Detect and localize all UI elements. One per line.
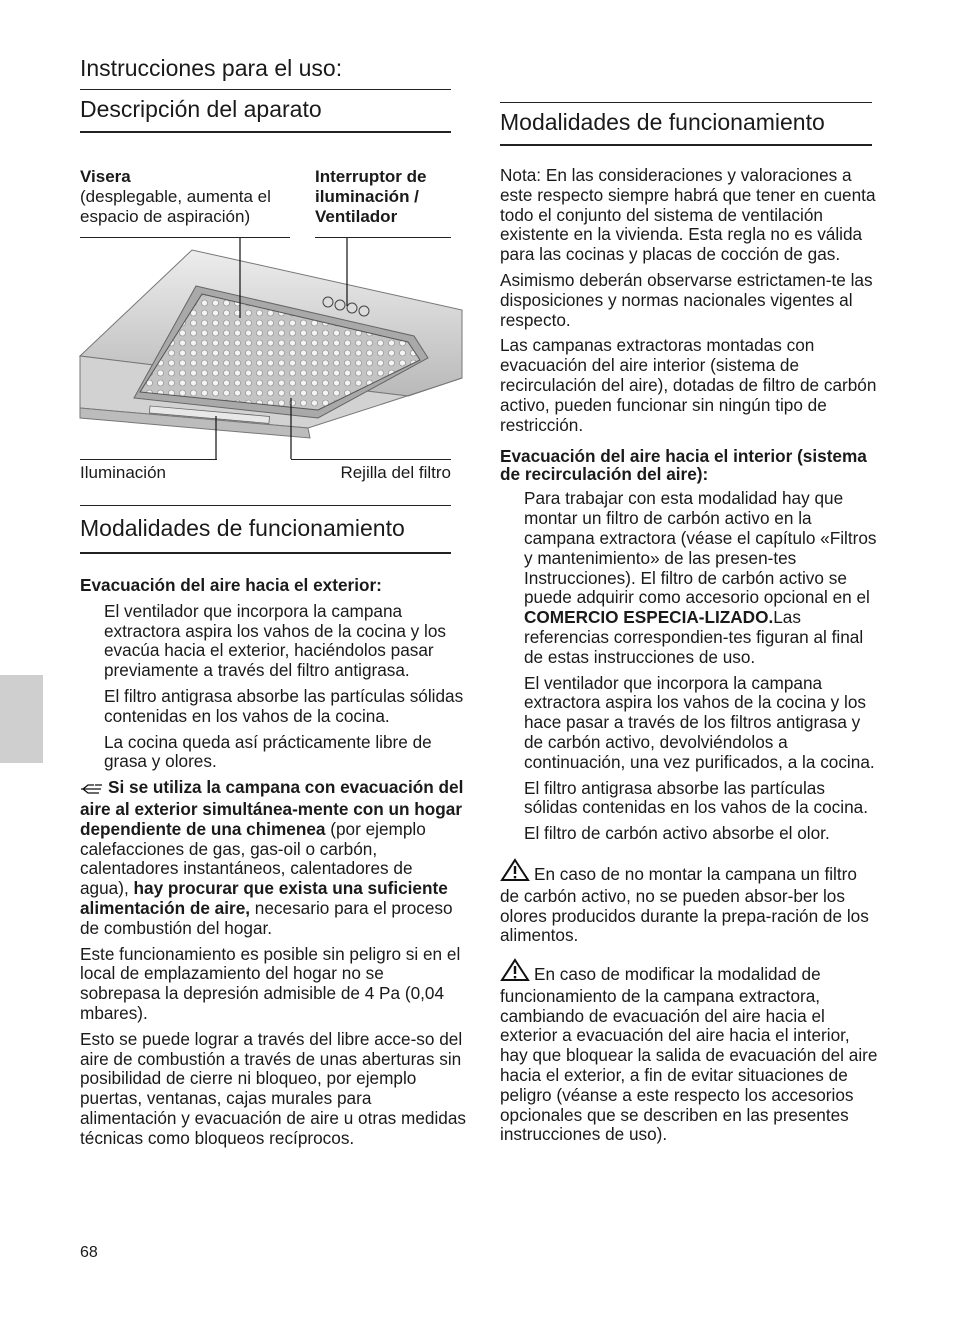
divider bbox=[500, 102, 872, 103]
subheading-interior: Evacuación del aire hacia el interior (sistema de recirculación del aire): bbox=[500, 446, 867, 485]
note-text: (por ejemplo calefacciones de gas, gas-oil o carbón, calentadores instantáneos, calentadores de agua), bbox=[80, 818, 426, 899]
paragraph bbox=[500, 489, 878, 667]
divider bbox=[80, 89, 451, 90]
section-title-description: Descripción del aparato bbox=[80, 96, 322, 122]
warning-text: En caso de modificar la modalidad de funcionamiento de la campana extractora, cambiando de evacuación del aire hacia el exterior a evacuación del aire hacia el interior, hay que bloquear la salida de evacuación del aire hacia el exterior, a fin de evitar situaciones de peligro (véanse a este respecto los accesorios opcionales que se describen en las presentes instrucciones de uso). bbox=[500, 964, 878, 1145]
divider bbox=[500, 144, 872, 146]
warning-text: En caso de no montar la campana un filtro de carbón activo, no se pueden absor-ber los olores producidos durante la prepa-ración de los alimentos. bbox=[500, 863, 869, 946]
warning-paragraph bbox=[500, 958, 878, 1145]
right-body bbox=[500, 166, 878, 1151]
text: Para trabajar con esta modalidad hay que montar un filtro de carbón activo en la campana extractora (véase el capítulo «Filtros y mantenimiento» de las presen-tes Instrucciones). El filtro de carbón activo se puede adquirir como accesorio opcional en el bbox=[524, 488, 877, 608]
divider bbox=[80, 131, 451, 133]
left-body bbox=[80, 576, 466, 1155]
label-lighting: Iluminación bbox=[80, 463, 166, 482]
paragraph: Nota: En las consideraciones y valoraciones a este respecto siempre habrá que tener en cuenta todo el conjunto del sistema de ventilación existente en la vivienda. Esta regla no es válida para las cocinas y placas de cocción de gas. bbox=[500, 165, 876, 265]
note-paragraph bbox=[80, 778, 466, 938]
divider bbox=[80, 505, 451, 506]
subheading-exterior: Evacuación del aire hacia el exterior: bbox=[80, 575, 382, 595]
pointing-hand-icon bbox=[80, 780, 104, 800]
note-text: necesario para el proceso de combustión del hogar. bbox=[80, 897, 453, 938]
paragraph: Esto se puede lograr a través del libre acce-so del aire de combustión a través de unas aberturas sin posibilidad de cierre ni bloqueo, por ejemplo puertas, ventanas, cajas murales para alimentación y evacuación de aire u otras medidas técnicas como bloqueos recíprocos. bbox=[80, 1028, 466, 1148]
paragraph: El filtro antigrasa absorbe las partículas sólidas contenidas en los vahos de la cocina. bbox=[104, 685, 464, 726]
label-switch: Interruptor de iluminación / Ventilador bbox=[315, 167, 427, 226]
warning-triangle-icon bbox=[500, 858, 530, 887]
paragraph: El filtro de carbón activo absorbe el olor. bbox=[524, 823, 830, 844]
paragraph: Este funcionamiento es posible sin peligro si en el local de emplazamiento del hogar no se sobrepasa la depresión admisible de 4 Pa (0,04 mbares). bbox=[80, 943, 461, 1023]
manual-title: Instrucciones para el uso: bbox=[80, 55, 343, 81]
label-visera bbox=[80, 167, 295, 227]
paragraph: Asimismo deberán observarse estrictamen-te las disposiciones y normas nacionales vigentes al respecto. bbox=[500, 269, 873, 330]
section-title-modes: Modalidades de funcionamiento bbox=[80, 515, 405, 541]
note-bold: hay procurar que exista una suficiente alimentación de aire, bbox=[80, 878, 448, 918]
label-underline bbox=[291, 459, 451, 460]
section-title-modes-right: Modalidades de funcionamiento bbox=[500, 109, 825, 135]
divider bbox=[80, 552, 451, 554]
label-underline bbox=[80, 459, 217, 460]
paragraph: El ventilador que incorpora la campana extractora aspira los vahos de la cocina y los evacúa hacia el exterior, haciéndolos pasar previamente a través del filtro antigrasa. bbox=[104, 600, 447, 681]
range-hood-illustration bbox=[78, 238, 464, 460]
paragraph: La cocina queda así prácticamente libre de grasa y olores. bbox=[104, 731, 432, 772]
paragraph: El ventilador que incorpora la campana extractora aspira los vahos de la cocina y los hace pasar a través de los filtros antigrasa y de carbón activo, devolviéndolos a continuación, una vez purificados, a la cocina. bbox=[524, 672, 875, 772]
label-filter-grid: Rejilla del filtro bbox=[340, 463, 451, 482]
label-visera-title: Visera bbox=[80, 167, 131, 186]
label-visera-detail: (desplegable, aumenta el espacio de aspiración) bbox=[80, 187, 271, 226]
note-bold: Si se utiliza la campana con evacuación del aire al exterior simultánea-mente con un hogar dependiente de una chimenea bbox=[80, 777, 464, 839]
paragraph: El filtro antigrasa absorbe las partículas sólidas contenidas en los vahos de la cocina. bbox=[524, 777, 868, 818]
section-tab-marker bbox=[0, 675, 43, 763]
paragraph: Las campanas extractoras montadas con evacuación del aire interior (sistema de recirculación del aire), dotadas de filtro de carbón activo, pueden funcionar sin ningún tipo de restricción. bbox=[500, 335, 877, 435]
bold-text: COMERCIO ESPECIA-LIZADO. bbox=[524, 607, 774, 628]
text: Las referencias correspondien-tes figuran al final de estas instrucciones de uso. bbox=[524, 607, 864, 667]
page-number: 68 bbox=[80, 1244, 98, 1261]
warning-paragraph bbox=[500, 858, 878, 946]
warning-triangle-icon bbox=[500, 958, 530, 987]
